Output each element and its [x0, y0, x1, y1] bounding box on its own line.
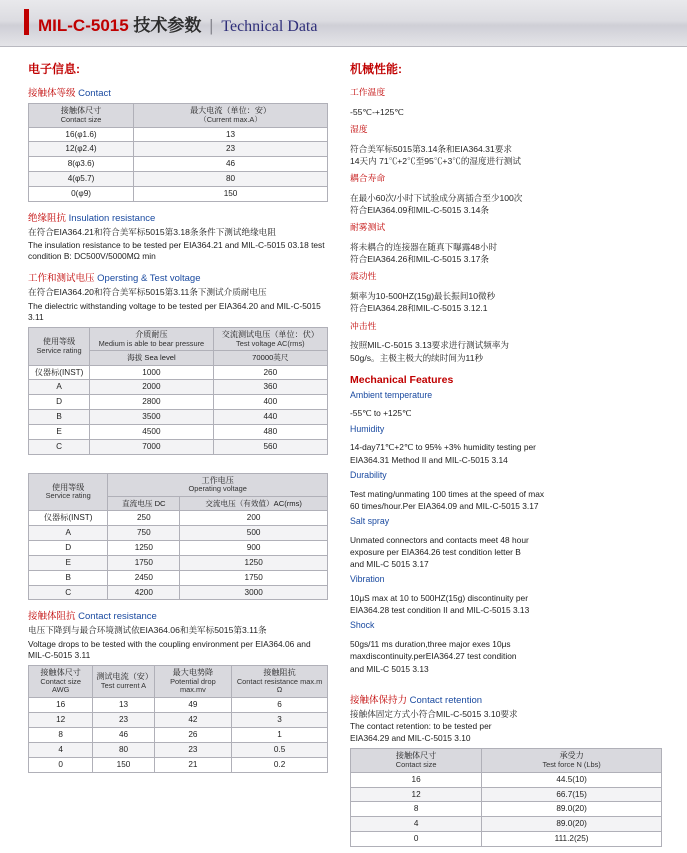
left-column — [28, 60, 328, 779]
cell-sea: 1000 — [90, 365, 214, 380]
feature-label: Humidity — [350, 423, 385, 434]
th-retention-size — [351, 749, 482, 773]
th-medium-pressure-cn: 介质耐压 — [135, 329, 168, 339]
th-contact-size-awg — [29, 665, 93, 697]
cell-dc: 250 — [108, 511, 180, 526]
th-operating-voltage-cn: 工作电压 — [201, 475, 234, 485]
feature-line: and MIL-C 5015 3.17 — [350, 559, 429, 570]
contact-resistance-label-cn: 接触体阻抗 — [28, 611, 76, 623]
mech-item-line: 符合EIA364.28和MIL-C-5015 3.12.1 — [350, 303, 488, 314]
table-row — [29, 127, 328, 142]
mechanical-features-heading: Mechanical Features — [350, 373, 454, 386]
page-title — [38, 11, 317, 36]
cell-drop: 21 — [154, 757, 231, 772]
mech-item-line: 符合美军标5015第3.14条和EIA364.31要求 — [350, 143, 512, 154]
th-test-current — [93, 665, 154, 697]
contact-rating-table — [28, 103, 328, 202]
th-awg-en: Contact size AWG — [40, 676, 81, 695]
table-row — [351, 832, 662, 847]
feature-line: exposure per EIA364.26 test condition letter B — [350, 546, 521, 557]
contact-retention-label-en: Contact retention — [409, 694, 483, 706]
contact-retention-text-en-1: The contact retention: to be tested per — [350, 720, 492, 731]
cell-size: 0(φ9) — [29, 186, 134, 201]
cell-rating: A — [29, 380, 90, 395]
th-awg-cn: 接触体尺寸 — [40, 667, 81, 677]
cell-ac: 1250 — [180, 555, 328, 570]
table-row — [29, 410, 328, 425]
cell-current: 46 — [134, 157, 328, 172]
table-row — [29, 540, 328, 555]
th-service-rating-cn: 使用等级 — [42, 336, 76, 346]
mech-item-line: 14天内 71℃+2℃至95℃+3℃的湿度进行测试 — [350, 155, 521, 166]
cell-sea: 2800 — [90, 395, 214, 410]
cell-drop: 49 — [154, 698, 231, 713]
feature-line: 60 times/hour.Per EIA364.09 and MIL-C-5015 3.17 — [350, 500, 539, 511]
cell-current: 150 — [134, 186, 328, 201]
cell-drop: 42 — [154, 713, 231, 728]
mech-item-label: 震动性 — [350, 271, 377, 282]
page-title-en: Technical Data — [221, 18, 318, 35]
table-row — [29, 742, 328, 757]
mech-item-label: 工作温度 — [350, 87, 386, 97]
th-dc: 直流电压 DC — [108, 497, 180, 511]
table-row — [29, 526, 328, 541]
table-row — [29, 439, 328, 454]
th-sea-level: 海拔 Sea level — [90, 351, 214, 365]
cell-rating: C — [29, 439, 90, 454]
th-test-voltage-cn: 交流测试电压（单位：伏） — [221, 329, 319, 339]
th-potential-drop-cn: 最大电势降 — [172, 667, 214, 677]
contact-retention-text-en-2: EIA364.29 and MIL-C-5015 3.10 — [350, 733, 471, 744]
cell-size: 16 — [351, 772, 482, 787]
table-row — [351, 787, 662, 802]
th-current-max-en: （Current max.A） — [199, 114, 262, 124]
table-header-row — [29, 665, 328, 697]
mech-item-durability — [350, 171, 662, 216]
mech-item-label: 湿度 — [350, 123, 368, 134]
cell-size: 0 — [351, 832, 482, 847]
feature-line: EIA364.28 test condition II and MIL-C-5015 3.13 — [350, 605, 530, 616]
contact-resistance-text-cn: 电压下降到与最合环境测试依EIA364.06和美军标5015第3.11条 — [28, 625, 267, 636]
feature-line: Test mating/unmating 100 times at the speed of max — [350, 488, 545, 499]
mech-item-line: 频率为10-500HZ(15g)最长振间10微秒 — [350, 291, 496, 302]
cell-ac: 3000 — [180, 585, 328, 600]
table-row — [29, 555, 328, 570]
th-test-force — [482, 749, 662, 773]
feature-line: -55℃ to +125℃ — [350, 408, 412, 419]
cell-resistance: 6 — [232, 698, 328, 713]
table-header-row — [29, 104, 328, 128]
mech-item-temperature — [350, 85, 662, 118]
page-title-separator: | — [209, 16, 214, 35]
cell-size: 12 — [351, 787, 482, 802]
cell-dc: 750 — [108, 526, 180, 541]
cell-size: 4(φ5.7) — [29, 172, 134, 187]
feature-line: 50gs/11 ms duration,three major exes 10μs — [350, 639, 511, 650]
feature-line: maxdiscontinuity.perEIA364.27 test condition — [350, 651, 517, 662]
cell-rating: B — [29, 410, 90, 425]
right-column — [350, 60, 662, 853]
insulation-text-cn: 在符合EIA364.21和符合美军标5015第3.18条条件下测试绝缘电阻 — [28, 226, 276, 237]
mech-item-label: 冲击性 — [350, 320, 377, 331]
th-contact-size-cn: 接触体尺寸 — [60, 106, 102, 115]
table-row — [29, 585, 328, 600]
table-row — [29, 186, 328, 201]
contact-retention-label — [350, 692, 662, 706]
feature-label: Shock — [350, 620, 375, 631]
cell-force: 44.5(10) — [482, 772, 662, 787]
cell-alt: 400 — [213, 395, 327, 410]
table-header-row — [29, 327, 328, 351]
cell-alt: 360 — [213, 380, 327, 395]
th-operating-voltage-en: Operating voltage — [188, 484, 247, 494]
feature-vibration — [350, 574, 662, 616]
table-row — [29, 395, 328, 410]
contact-resistance-label — [28, 608, 328, 622]
mech-item-line: -55℃-+125℃ — [350, 106, 404, 117]
table-header-row — [29, 473, 328, 497]
th-service-rating — [29, 327, 90, 365]
cell-dc: 1250 — [108, 540, 180, 555]
cell-current: 23 — [93, 713, 154, 728]
cell-size: 8 — [351, 802, 482, 817]
th-contact-resistance-en: Contact resistance max.m Ω — [236, 676, 323, 695]
cell-alt: 440 — [213, 410, 327, 425]
th-service-rating — [29, 473, 108, 511]
cell-force: 66.7(15) — [482, 787, 662, 802]
cell-rating: D — [29, 540, 108, 555]
th-contact-resistance-cn: 接触阻抗 — [263, 667, 296, 677]
cell-size: 16(φ1.6) — [29, 127, 134, 142]
mech-item-line: 符合EIA364.26和MIL-C-5015 3.17条 — [350, 254, 489, 265]
electronic-info-heading: 电子信息: — [28, 62, 80, 76]
cell-rating: B — [29, 570, 108, 585]
th-current-max-cn: 最大电流（单位：安） — [190, 106, 272, 115]
cell-awg: 0 — [29, 757, 93, 772]
th-test-current-cn: 测试电流（安） — [96, 672, 153, 682]
th-medium-pressure — [90, 327, 214, 351]
th-operating-voltage — [108, 473, 328, 497]
feature-line: Unmated connectors and contacts meet 48 hour — [350, 534, 529, 545]
th-test-force-cn: 承受力 — [559, 751, 584, 761]
cell-rating: 仪器标(INST) — [29, 511, 108, 526]
contact-retention-text-cn: 接触体固定方式小符合MIL-C-5015 3.10要求 — [350, 708, 518, 719]
table-row — [351, 772, 662, 787]
th-service-rating-en: Service rating — [36, 345, 82, 355]
table-row — [29, 365, 328, 380]
table-row — [29, 172, 328, 187]
feature-ambient-temperature — [350, 390, 662, 420]
cell-resistance: 3 — [232, 713, 328, 728]
cell-rating: A — [29, 526, 108, 541]
mech-item-line: 50g/s。主极主极大的续时间为11秒 — [350, 352, 484, 363]
table-row — [29, 698, 328, 713]
th-medium-pressure-en: Medium is able to bear pressure — [98, 338, 205, 348]
table-row — [29, 713, 328, 728]
cell-dc: 1750 — [108, 555, 180, 570]
cell-size: 8(φ3.6) — [29, 157, 134, 172]
feature-humidity — [350, 424, 662, 466]
contact-resistance-text-en: Voltage drops to be tested with the coupling environment per EIA364.06 and MIL-C-5015 3.11 — [28, 638, 311, 660]
mech-item-line: 在最小60次/小时下试验成分离插合至少100次 — [350, 192, 523, 203]
insulation-label-en: Insulation resistance — [68, 212, 156, 224]
feature-durability — [350, 470, 662, 512]
th-contact-size — [29, 104, 134, 128]
cell-current: 13 — [134, 127, 328, 142]
feature-shock — [350, 620, 662, 674]
cell-rating: D — [29, 395, 90, 410]
table-row — [29, 380, 328, 395]
th-potential-drop-en: Potential drop max.mv — [170, 676, 216, 695]
th-test-current-en: Test current A — [100, 681, 147, 691]
operating-voltage-table — [28, 473, 328, 601]
mech-item-vibration — [350, 269, 662, 314]
table-row — [351, 802, 662, 817]
header-accent-bar — [24, 9, 29, 35]
voltage-label-cn: 工作和测试电压 — [28, 273, 95, 285]
cell-current: 80 — [134, 172, 328, 187]
th-service-rating-cn: 使用等级 — [51, 482, 85, 492]
mech-item-salt-spray — [350, 220, 662, 265]
th-70000ft: 70000英尺 — [213, 351, 327, 365]
th-contact-resistance — [232, 665, 328, 697]
cell-awg: 16 — [29, 698, 93, 713]
mech-item-label: 耦合寿命 — [350, 173, 386, 184]
insulation-label — [28, 210, 328, 224]
cell-size: 4 — [351, 817, 482, 832]
contact-rating-label-en: Contact — [78, 88, 111, 99]
table-row — [29, 424, 328, 439]
mech-item-label: 耐雾测试 — [350, 222, 386, 233]
mech-item-shock — [350, 319, 662, 364]
cell-force: 89.0(20) — [482, 817, 662, 832]
mech-item-line: 符合EIA364.09和MIL-C-5015 3.14条 — [350, 205, 489, 216]
cell-resistance: 0.5 — [232, 742, 328, 757]
cell-alt: 480 — [213, 424, 327, 439]
test-voltage-table — [28, 327, 328, 455]
cell-ac: 200 — [180, 511, 328, 526]
th-test-force-en: Test force N (Lbs) — [542, 759, 601, 769]
cell-rating: E — [29, 555, 108, 570]
cell-ac: 500 — [180, 526, 328, 541]
cell-size: 12(φ2.4) — [29, 142, 134, 157]
cell-awg: 12 — [29, 713, 93, 728]
cell-rating: C — [29, 585, 108, 600]
th-test-voltage-en: Test voltage AC(rms) — [236, 338, 305, 348]
page-title-code: MIL-C-5015 — [38, 16, 129, 35]
feature-salt-spray — [350, 516, 662, 570]
mech-item-line: 将未耦合的连接器在随真下曝露48小时 — [350, 242, 498, 253]
th-current-max — [134, 104, 328, 128]
cell-sea: 2000 — [90, 380, 214, 395]
table-row — [29, 728, 328, 743]
th-service-rating-en: Service rating — [45, 491, 91, 501]
cell-resistance: 1 — [232, 728, 328, 743]
table-row — [29, 511, 328, 526]
th-retention-size-en: Contact size — [395, 759, 437, 769]
cell-alt: 260 — [213, 365, 327, 380]
insulation-label-cn: 绝缘阻抗 — [28, 212, 67, 224]
page-title-cn: 技术参数 — [133, 16, 202, 35]
feature-label: Salt spray — [350, 515, 390, 526]
contact-rating-label-cn: 接触体等级 — [28, 88, 76, 99]
cell-rating: 仪器标(INST) — [29, 365, 90, 380]
cell-ac: 900 — [180, 540, 328, 555]
cell-sea: 3500 — [90, 410, 214, 425]
cell-current: 80 — [93, 742, 154, 757]
cell-drop: 23 — [154, 742, 231, 757]
table-header-row — [351, 749, 662, 773]
cell-current: 46 — [93, 728, 154, 743]
cell-current: 150 — [93, 757, 154, 772]
th-retention-size-cn: 接触体尺寸 — [395, 751, 437, 761]
cell-current: 23 — [134, 142, 328, 157]
cell-resistance: 0.2 — [232, 757, 328, 772]
cell-awg: 4 — [29, 742, 93, 757]
table-row — [29, 757, 328, 772]
voltage-label — [28, 270, 328, 284]
cell-current: 13 — [93, 698, 154, 713]
contact-resistance-table — [28, 665, 328, 773]
cell-sea: 4500 — [90, 424, 214, 439]
feature-line: 14-day71℃+2℃ to 95% +3% humidity testing per — [350, 442, 536, 453]
feature-line: 10μS max at 10 to 500HZ(15g) discontinuity per — [350, 593, 529, 604]
mech-item-humidity — [350, 122, 662, 167]
cell-force: 89.0(20) — [482, 802, 662, 817]
table-row — [29, 570, 328, 585]
cell-rating: E — [29, 424, 90, 439]
cell-dc: 4200 — [108, 585, 180, 600]
contact-retention-table — [350, 748, 662, 847]
table-row — [29, 157, 328, 172]
th-ac: 交流电压（有效值）AC(rms) — [180, 497, 328, 511]
cell-drop: 26 — [154, 728, 231, 743]
feature-label: Ambient temperature — [350, 389, 433, 400]
cell-dc: 2450 — [108, 570, 180, 585]
feature-label: Vibration — [350, 574, 385, 585]
th-test-voltage — [213, 327, 327, 351]
voltage-label-en: Opersting & Test voltage — [97, 273, 201, 285]
cell-alt: 560 — [213, 439, 327, 454]
th-potential-drop — [154, 665, 231, 697]
cell-force: 111.2(25) — [482, 832, 662, 847]
feature-line: and MIL-C 5015 3.13 — [350, 663, 429, 674]
contact-rating-label — [28, 85, 328, 99]
feature-line: EIA364.31 Method II and MIL-C-5015 3.14 — [350, 454, 508, 465]
cell-ac: 1750 — [180, 570, 328, 585]
contact-retention-label-cn: 接触体保持力 — [350, 694, 408, 706]
cell-awg: 8 — [29, 728, 93, 743]
mech-item-line: 按照MIL-C-5015 3.13要求进行测试频率为 — [350, 340, 510, 351]
page-header — [0, 0, 687, 47]
mechanical-heading-cn: 机械性能: — [350, 62, 402, 76]
contact-resistance-label-en: Contact resistance — [78, 611, 157, 623]
voltage-text-en: The dielectric withstanding voltage to be tested per EIA364.20 and MIL-C-5015 3.11 — [28, 300, 321, 322]
th-contact-size-en: Contact size — [60, 114, 102, 124]
voltage-text-cn: 在符合EIA364.20和符合美军标5015第3.11条下测试介质耐电压 — [28, 287, 267, 298]
table-row — [29, 142, 328, 157]
insulation-text-en: The insulation resistance to be tested per EIA364.21 and MIL-C-5015 03.18 test condition B: DC500V/5000MΩ min — [28, 240, 325, 262]
table-row — [351, 817, 662, 832]
feature-label: Durability — [350, 469, 387, 480]
cell-sea: 7000 — [90, 439, 214, 454]
